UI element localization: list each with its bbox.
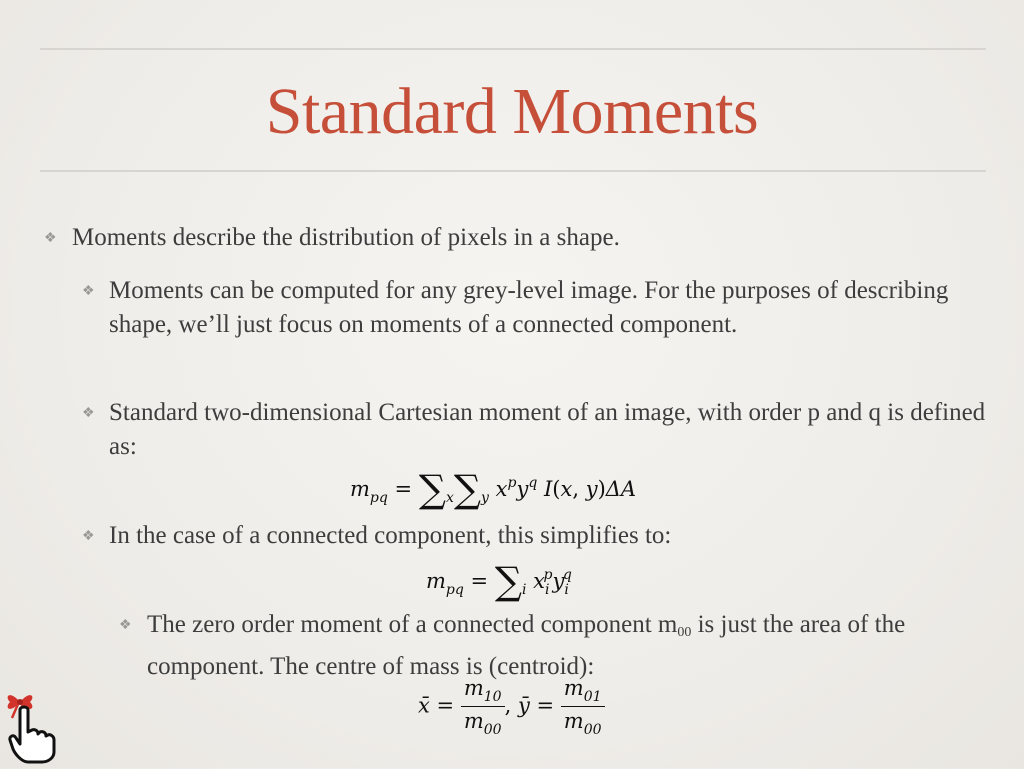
bullet-icon: ❖ [82,406,95,421]
pointing-hand-with-bow-icon[interactable] [2,688,60,764]
bullet-2-text: Moments can be computed for any grey-level image. For the purposes of describing shape, we’ll just focus on moments of a connected component. [109,277,949,338]
slide-title: Standard Moments [265,75,759,148]
centroid-equation: x̄ = $\frac{m_{10}}{m_{00}}$ , ȳ = $\frac{m_{01}}{m_{00}}$ [418,676,605,738]
connected-component-equation: $m_{pq} = \sum_i$ $x_i^py_i^q$ [426,559,572,603]
bullet-5-text [147,608,987,684]
bullet-5-text-post: is just the area of the component. The centre of mass is (centroid): [147,611,906,680]
bullet-3-text: Standard two-dimensional Cartesian moment of an image, with order p and q is defined as: [109,399,986,460]
bullet-5-text-pre: The zero order moment of a connected component m [147,611,678,638]
bullet-icon: ❖ [44,231,57,246]
moment-equation: $m_{pq} = \sum_x\sum_y$ $x^py^q$ I(x, y)ΔA [350,467,637,511]
bullet-5-text-sub: 00 [677,625,692,640]
bullet-1-text: Moments describe the distribution of pixels in a shape. [72,224,620,251]
bullet-4-text: In the case of a connected component, this simplifies to: [109,522,672,549]
bullet-icon: ❖ [119,618,132,633]
title-rule [40,170,986,172]
bullet-icon: ❖ [82,529,95,544]
top-rule [40,48,986,50]
bullet-icon: ❖ [82,284,95,299]
